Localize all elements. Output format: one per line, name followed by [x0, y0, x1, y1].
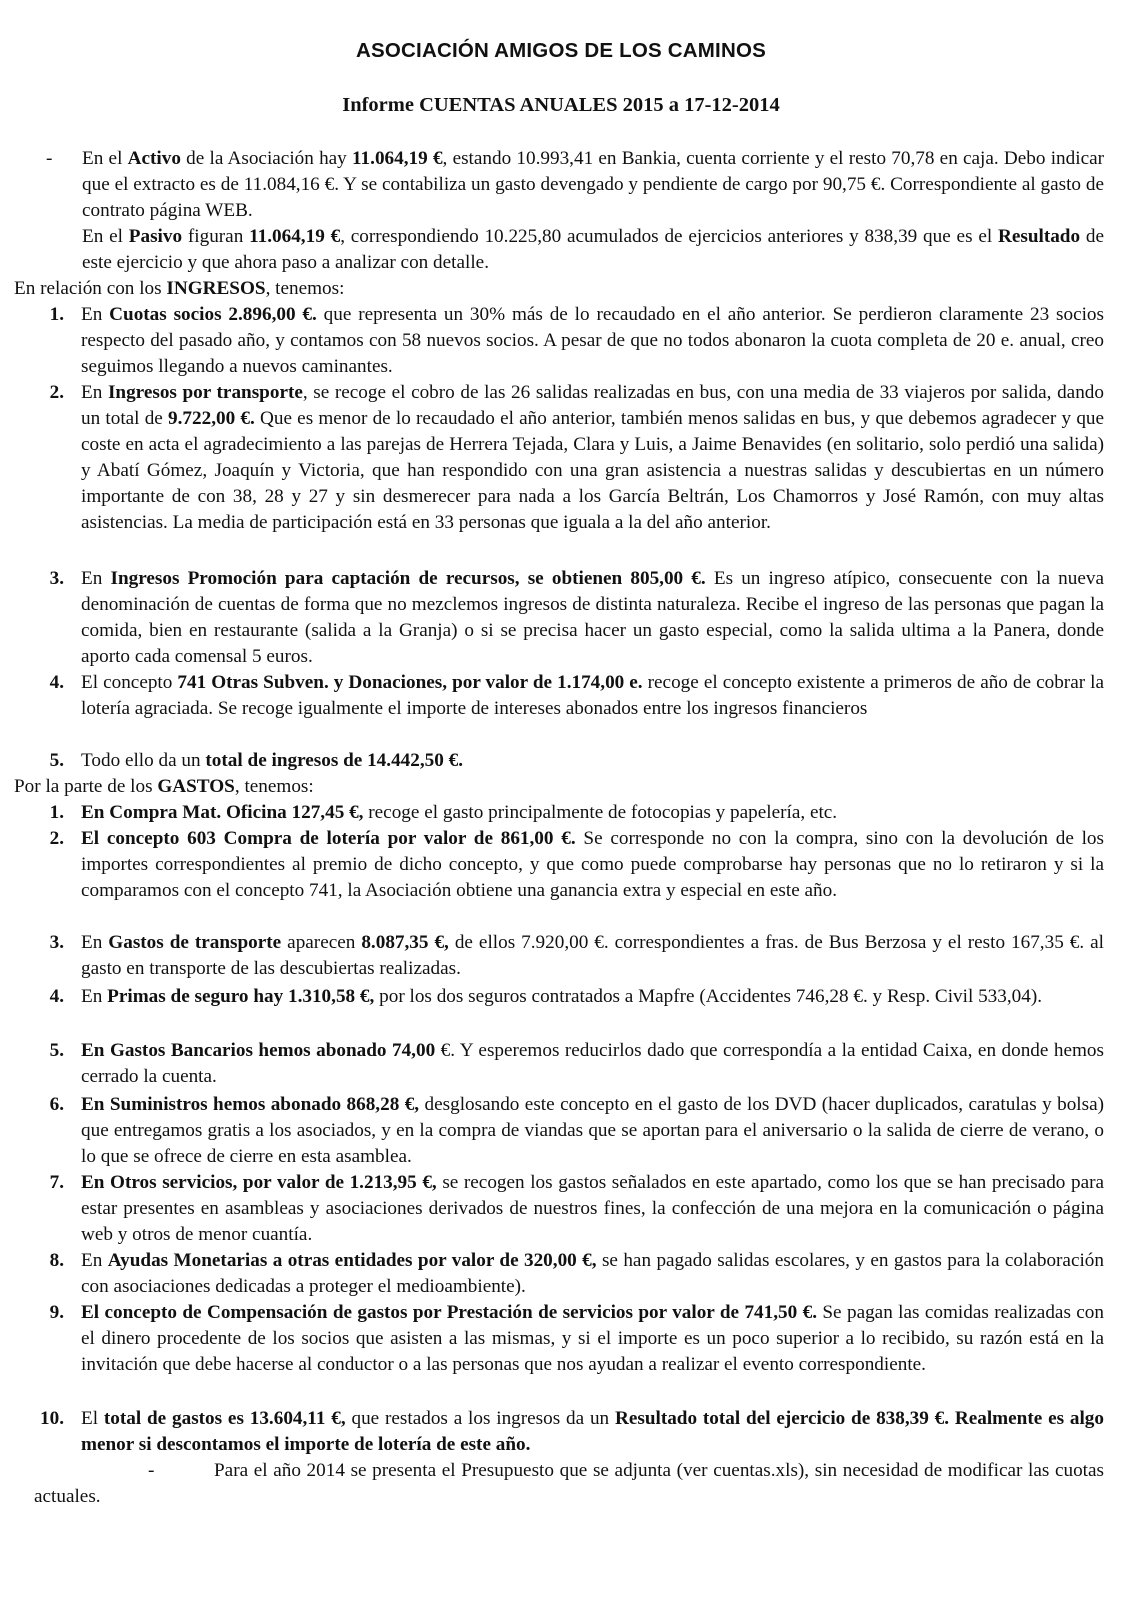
presupuesto-paragraph: - Para el año 2014 se presenta el Presupuesto que se adjunta (ver cuentas.xls), sin necesidad de modificar las cuotas actuales. [34, 1460, 1104, 1507]
item-number: 4. [49, 672, 64, 693]
activo-bullet: - [46, 148, 53, 169]
document-subtitle: Informe CUENTAS ANUALES 2015 a 17-12-2014 [342, 94, 780, 116]
item-number: 10. [40, 1408, 64, 1429]
ingresos-heading: En relación con los INGRESOS, tenemos: [14, 278, 345, 299]
item-number: 7. [49, 1172, 64, 1193]
gastos-heading: Por la parte de los GASTOS, tenemos: [14, 776, 314, 797]
gastos-item: 3. En Gastos de transporte aparecen 8.087,35 €, de ellos 7.920,00 €. correspondientes a fras. de Bus Berzosa y el resto 167,35 €. al gasto en transporte de las descubiertas realizadas. [34, 930, 1104, 982]
item-number: 9. [49, 1302, 64, 1323]
gastos-item: 7. En Otros servicios, por valor de 1.213,95 €, se recogen los gastos señalados en este apartado, como los que se han precisado para estar presentes en asambleas y asociaciones derivados de nuestros fines, la confección de una mejora en la comunicación o página web y otros de menor cuantía. [34, 1170, 1104, 1248]
gastos-item: 6. En Suministros hemos abonado 868,28 €, desglosando este concepto en el gasto de los DVD (hacer duplicados, caratulas y bolsa) que entregamos gratis a los asociados, y en la compra de viandas que se aportan para el aniversario o la salida de cierre de verano, o lo que se ofrece de cierre en esta asamblea. [34, 1092, 1104, 1170]
item-number: 5. [49, 750, 64, 771]
document-title: ASOCIACIÓN AMIGOS DE LOS CAMINOS [356, 39, 766, 62]
item-number: 1. [49, 304, 64, 325]
gastos-item: 9. El concepto de Compensación de gastos por Prestación de servicios por valor de 741,50 €. Se pagan las comidas realizadas con el dinero procedente de los socios que asisten a las mismas, y si el importe es un poco superior a lo recibido, su razón está en la invitación que debe hacerse al conductor o a las personas que nos ayudan a realizar el evento correspondiente. [34, 1300, 1104, 1378]
activo-paragraph: - En el Activo de la Asociación hay 11.064,19 €, estando 10.993,41 en Bankia, cuenta corriente y el resto 70,78 en caja. Debo indicar que el extracto es de 11.084,16 €. Y se contabiliza un gasto devengado y pendiente de cargo por 90,75 €. Correspondiente al gasto de contrato página WEB. [46, 148, 1104, 221]
item-number: 2. [49, 382, 64, 403]
item-number: 2. [49, 828, 64, 849]
ingresos-item: 2. En Ingresos por transporte, se recoge el cobro de las 26 salidas realizadas en bus, con una media de 33 viajeros por salida, dando un total de 9.722,00 €. Que es menor de lo recaudado el año anterior, también menos salidas en bus, y que debemos agradecer y que coste en acta el agradecimiento a las parejas de Herrera Tejada, Clara y Luis, a Jaime Benavides (en solitario, solo perdió una salida) y Abatí Gómez, Joaquín y Victoria, que han respondido con una gran asistencia a nuestras salidas y descubiertas en un número importante de con 38, 28 y 27 y sin desmerecer para nada a los García Beltrán, Los Chamorros y José Ramón, con muy altas asistencias. La media de participación está en 33 personas que iguala a la del año anterior. [34, 380, 1104, 536]
item-number: 6. [49, 1094, 64, 1115]
gastos-item: 10. El total de gastos es 13.604,11 €, que restados a los ingresos da un Resultado total del ejercicio de 838,39 €. Realmente es algo menor si descontamos el importe de lotería de este año. [34, 1406, 1104, 1458]
gastos-item: 2. El concepto 603 Compra de lotería por valor de 861,00 €. Se corresponde no con la compra, sino con la devolución de los importes correspondientes al premio de dicho concepto, y que como puede comprobarse hay personas que no lo retiraron y si la comparamos con el concepto 741, la Asociación obtiene una ganancia extra y especial en este año. [34, 826, 1104, 904]
gastos-item: 4. En Primas de seguro hay 1.310,58 €, por los dos seguros contratados a Mapfre (Accidentes 746,28 €. y Resp. Civil 533,04). [34, 984, 1104, 1010]
item-number: 8. [49, 1250, 64, 1271]
item-number: 1. [49, 802, 64, 823]
item-number: 5. [49, 1040, 64, 1061]
item-number: 4. [49, 986, 64, 1007]
presupuesto-bullet: - [148, 1460, 155, 1481]
ingresos-item: 1. En Cuotas socios 2.896,00 €. que representa un 30% más de lo recaudado en el año anterior. Se perdieron claramente 23 socios respecto del pasado año, y contamos con 58 nuevos socios. A pesar de que no todos abonaron la cuota completa de 20 e. anual, creo seguimos llegando a nuevos caminantes. [34, 302, 1104, 380]
gastos-item: 1. En Compra Mat. Oficina 127,45 €, recoge el gasto principalmente de fotocopias y papelería, etc. [34, 800, 1104, 826]
gastos-item: 8. En Ayudas Monetarias a otras entidades por valor de 320,00 €, se han pagado salidas escolares, y en gastos para la colaboración con asociaciones dedicadas a proteger el medioambiente). [34, 1248, 1104, 1300]
item-number: 3. [49, 568, 64, 589]
ingresos-item: 4. El concepto 741 Otras Subven. y Donaciones, por valor de 1.174,00 e. recoge el concepto existente a primeros de año de cobrar la lotería agraciada. Se recoge igualmente el importe de intereses abonados entre los ingresos financieros [34, 670, 1104, 722]
pasivo-paragraph: En el Pasivo figuran 11.064,19 €, correspondiendo 10.225,80 acumulados de ejercicios anteriores y 838,39 que es el Resultado de este ejercicio y que ahora paso a analizar con detalle. [82, 226, 1104, 273]
item-number: 3. [49, 932, 64, 953]
gastos-item: 5. En Gastos Bancarios hemos abonado 74,00 €. Y esperemos reducirlos dado que correspondía a la entidad Caixa, en donde hemos cerrado la cuenta. [34, 1038, 1104, 1090]
ingresos-item: 5. Todo ello da un total de ingresos de 14.442,50 €. [34, 748, 1104, 774]
ingresos-item: 3. En Ingresos Promoción para captación de recursos, se obtienen 805,00 €. Es un ingreso atípico, consecuente con la nueva denominación de cuentas de forma que no mezclemos ingresos de distinta naturaleza. Recibe el ingreso de las personas que pagan la comida, bien en restaurante (salida a la Granja) o si se precisa hacer un gasto especial, como la salida ultima a la Panera, donde aporto cada comensal 5 euros. [34, 566, 1104, 670]
